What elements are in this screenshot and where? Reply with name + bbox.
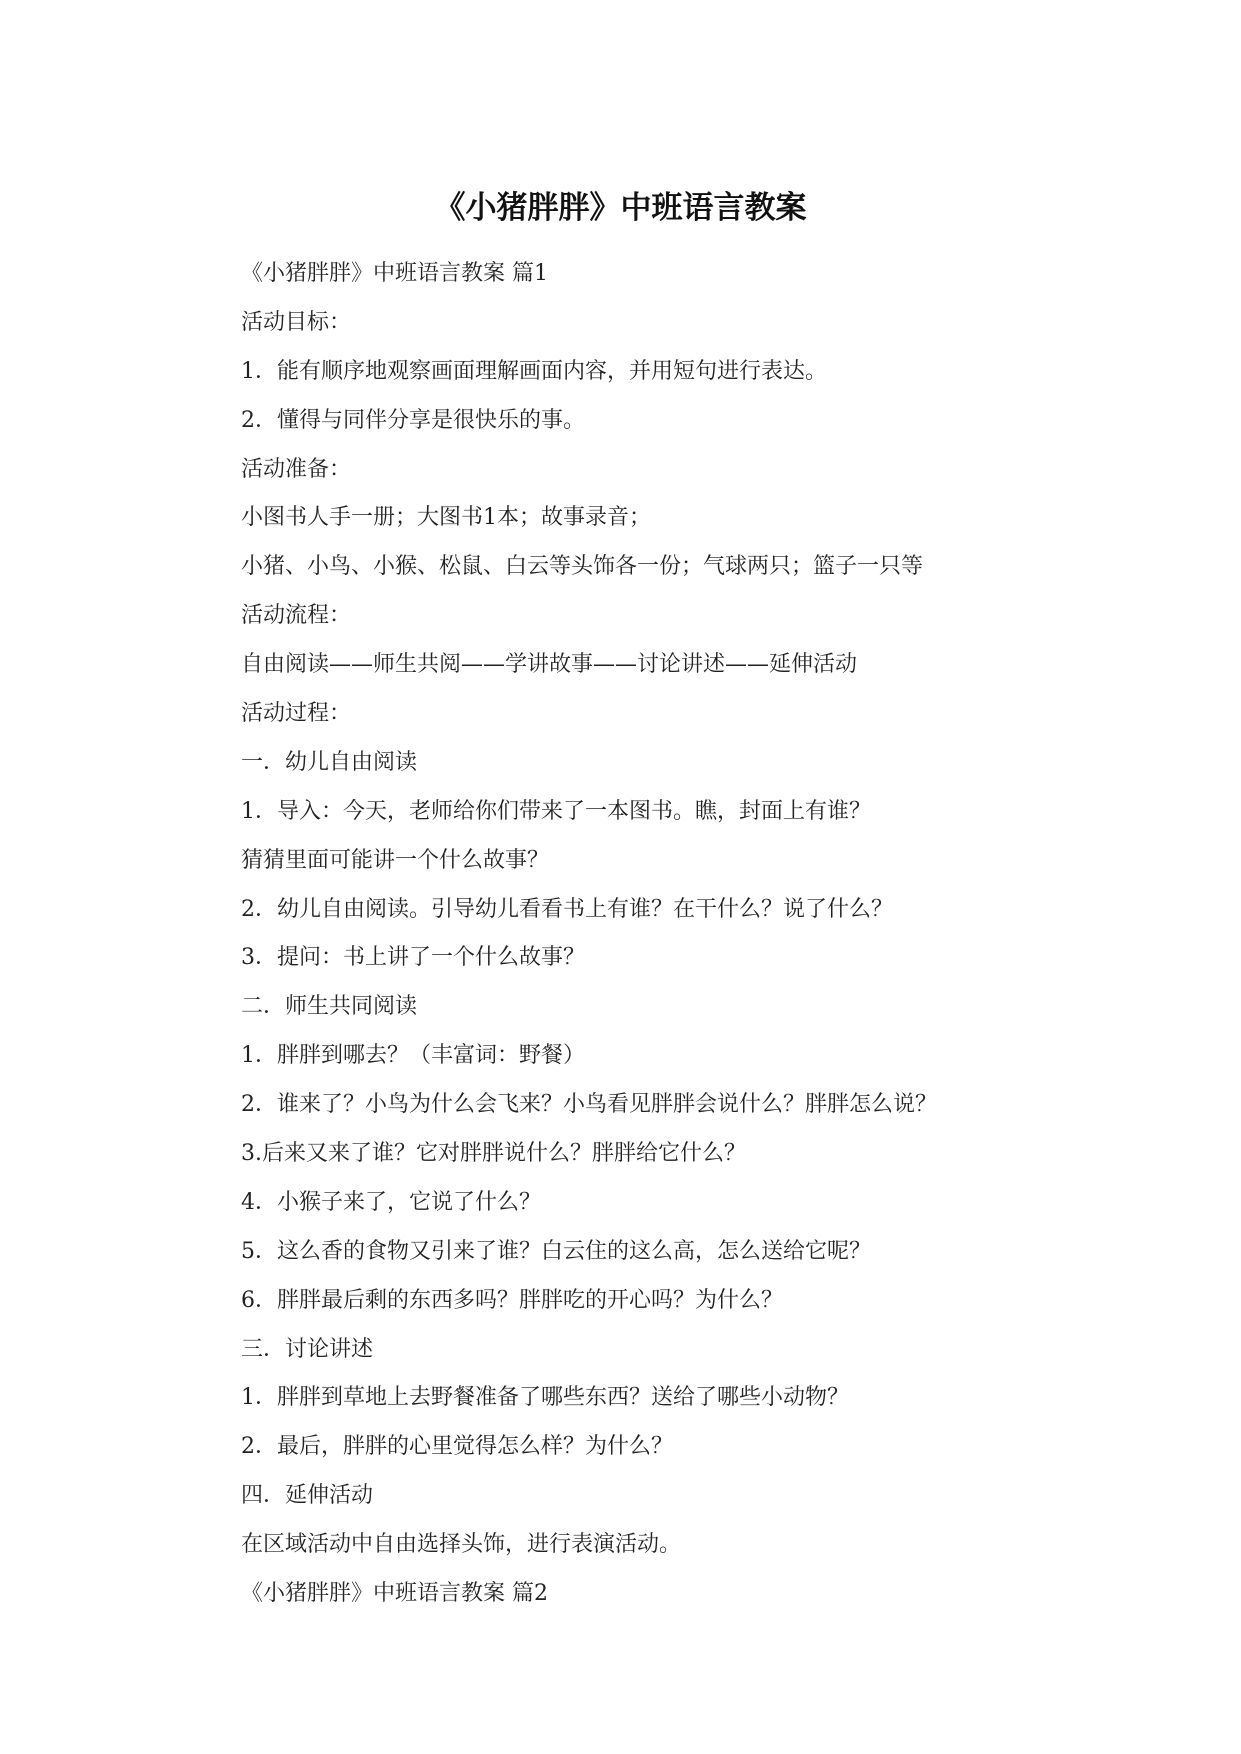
step-heading: 一．幼儿自由阅读 — [241, 749, 418, 775]
subheading-activity-flow: 活动流程： — [241, 603, 352, 629]
paragraph: 2．幼儿自由阅读。引导幼儿看看书上有谁？在干什么？说了什么？ — [241, 896, 893, 922]
paragraph: 1．导入：今天，老师给你们带来了一本图书。瞧，封面上有谁？ — [241, 798, 871, 824]
paragraph: 1．胖胖到哪去？（丰富词：野餐） — [241, 1043, 585, 1069]
section-heading: 《小猪胖胖》中班语言教案 篇1 — [241, 261, 548, 286]
paragraph: 5．这么香的食物又引来了谁？白云住的这么高，怎么送给它呢？ — [241, 1238, 871, 1264]
paragraph: 自由阅读——师生共阅——学讲故事——讨论讲述——延伸活动 — [241, 652, 858, 678]
paragraph: 1．能有顺序地观察画面理解画面内容，并用短句进行表达。 — [241, 358, 827, 384]
paragraph: 2．懂得与同伴分享是很快乐的事。 — [241, 407, 585, 433]
document-title: 《小猪胖胖》中班语言教案 — [434, 190, 807, 226]
document-body — [241, 250, 1141, 1619]
paragraph: 2．谁来了？小鸟为什么会飞来？小鸟看见胖胖会说什么？胖胖怎么说？ — [241, 1092, 937, 1118]
paragraph: 在区域活动中自由选择头饰，进行表演活动。 — [241, 1532, 682, 1558]
paragraph: 3．提问：书上讲了一个什么故事？ — [241, 945, 585, 971]
paragraph: 4．小猴子来了，它说了什么？ — [241, 1189, 541, 1215]
subheading-activity-goals: 活动目标： — [241, 309, 352, 335]
paragraph: 小图书人手一册；大图书1本；故事录音； — [241, 505, 651, 531]
paragraph: 2．最后，胖胖的心里觉得怎么样？为什么？ — [241, 1434, 673, 1460]
paragraph: 小猪、小鸟、小猴、松鼠、白云等头饰各一份；气球两只；篮子一只等 — [241, 554, 924, 580]
subheading-activity-process: 活动过程： — [241, 701, 352, 727]
step-heading: 三．讨论讲述 — [241, 1336, 374, 1362]
step-heading: 二．师生共同阅读 — [241, 994, 418, 1020]
step-heading: 四．延伸活动 — [241, 1483, 374, 1509]
section-heading: 《小猪胖胖》中班语言教案 篇2 — [241, 1581, 548, 1607]
paragraph: 猜猜里面可能讲一个什么故事？ — [241, 847, 550, 873]
subheading-activity-preparation: 活动准备： — [241, 456, 352, 482]
paragraph: 1．胖胖到草地上去野餐准备了哪些东西？送给了哪些小动物？ — [241, 1385, 849, 1411]
paragraph: 6．胖胖最后剩的东西多吗？胖胖吃的开心吗？为什么？ — [241, 1287, 783, 1313]
paragraph: 3.后来又来了谁？它对胖胖说什么？胖胖给它什么？ — [241, 1141, 746, 1167]
